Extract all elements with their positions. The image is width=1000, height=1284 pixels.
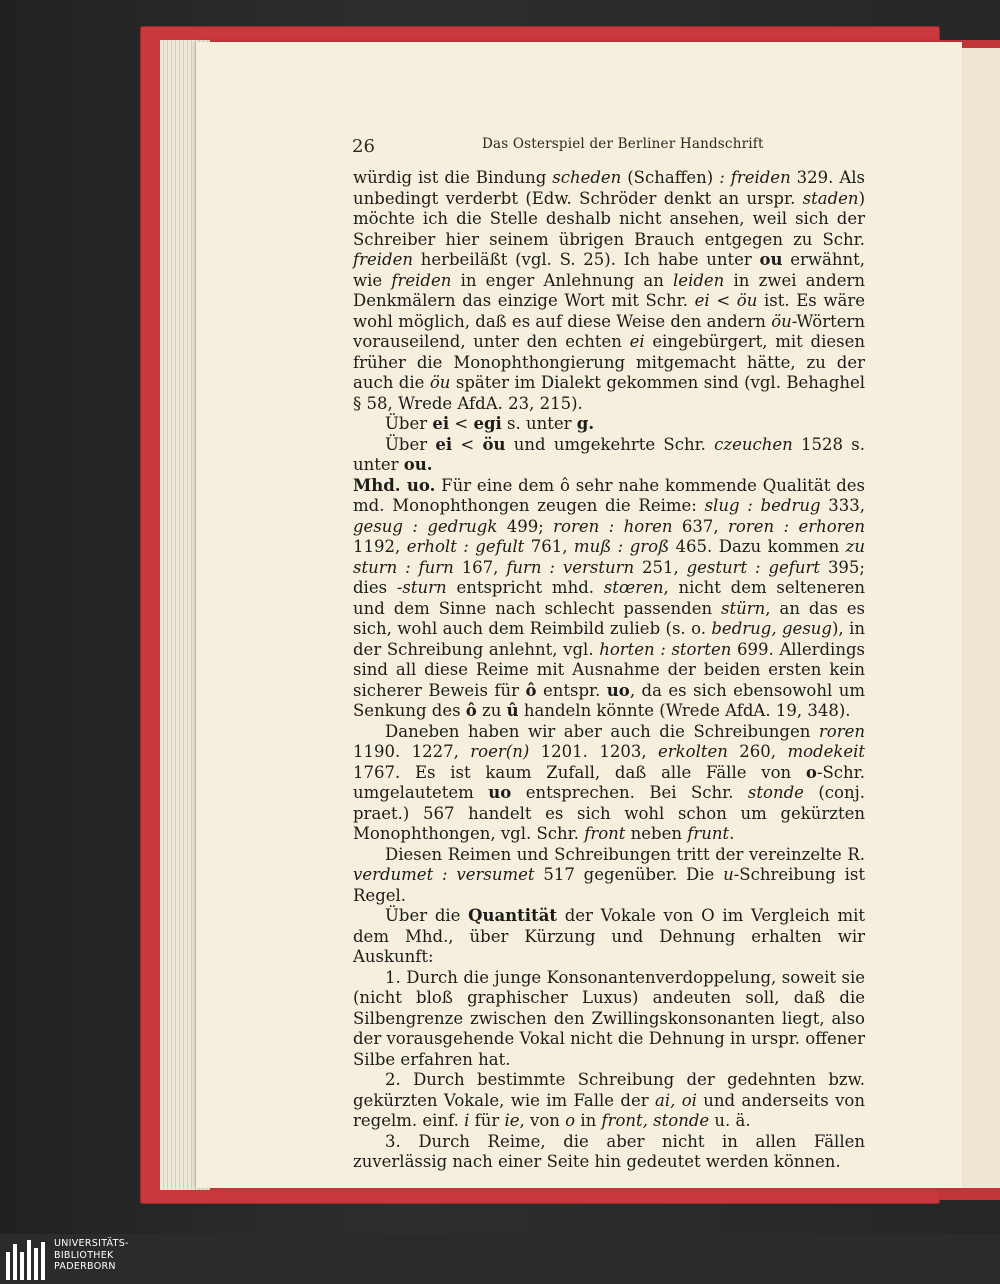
page-number: 26 — [352, 136, 375, 157]
library-name — [54, 1238, 129, 1273]
facing-page-edge — [962, 48, 1000, 1188]
page-body-text — [353, 168, 865, 1173]
paragraph: 2. Durch bestimmte Schreibung der gedehnten bzw. gekürzten Vokale, wie im Falle der ai, oi und anderseits von regelm. einf. i für ie, von o in front, stonde u. ä. — [353, 1070, 865, 1130]
library-footer-bar — [0, 1234, 1000, 1284]
paragraph: Über ei < öu und umgekehrte Schr. czeuchen 1528 s. unter ou. — [353, 434, 865, 474]
paragraph: Über die Quantität der Vokale von O im Vergleich mit dem Mhd., über Kürzung und Dehnung erhalten wir Auskunft: — [353, 906, 865, 966]
paragraph: Diesen Reimen und Schreibungen tritt der vereinzelte R. verdumet : versumet 517 gegenüber. Die u-Schreibung ist Regel. — [353, 844, 865, 905]
library-logo-icon — [6, 1240, 50, 1280]
library-name-line-3: PADERBORN — [54, 1261, 116, 1272]
paragraph: 1. Durch die junge Konsonantenverdoppelung, soweit sie (nicht bloß graphischer Luxus) andeuten soll, daß die Silbengrenze zwischen den Zwillingskonsonanten liegt, also der vorausgehende Vokal nicht die Dehnung in urspr. offener Silbe erfahren hat. — [353, 967, 865, 1069]
library-name-line-2: BIBLIOTHEK — [54, 1249, 114, 1261]
paragraph: Mhd. uo. Für eine dem ô sehr nahe kommende Qualität des md. Monophthongen zeugen die Reime: slug : bedrug 333, gesug : gedrugk 499; roren : horen 637, roren : erhoren 1192, erholt : gefult 761, muß : groß 465. Dazu kommen zu sturn : furn 167, furn : versturn 251, gesturt : gefurt 395; dies -sturn entspricht mhd. stœren, nicht dem selteneren und dem Sinne nach schlecht passenden stürn, an das es sich, wohl auch dem Reimbild zulieb (s. o. bedrug, gesug), in der Schreibung anlehnt, vgl. horten : storten 699. Allerdings sind all diese Reime mit Ausnahme der beiden ersten kein sicherer Beweis für ô entspr. uo, da es sich ebensowohl um Senkung des ô zu û handeln könnte (Wrede AfdA. 19, 348). — [353, 475, 865, 720]
paragraph: 3. Durch Reime, die aber nicht in allen Fällen zuverlässig nach einer Seite hin gedeutet werden können. — [353, 1131, 865, 1171]
paragraph: Über ei < egi s. unter g. — [385, 414, 595, 433]
paragraph: würdig ist die Bindung scheden (Schaffen) : freiden 329. Als unbedingt verderbt (Edw. Schröder denkt an urspr. staden) möchte ich die Stelle deshalb nicht ansehen, weil sich der Schreiber hier seinem übrigen Brauch entgegen zu Schr. freiden herbeiläßt (vgl. S. 25). Ich habe unter ou erwähnt, wie freiden in enger Anlehnung an leiden in zwei andern Denkmälern das einzige Wort mit Schr. ei < öu ist. Es wäre wohl möglich, daß es auf diese Weise den andern öu-Wörtern vorauseilend, unter den echten ei eingebürgert, mit diesen früher die Monophthongierung mitgemacht hätte, zu der auch die öu später im Dialekt gekommen sind (vgl. Behaghel § 58, Wrede AfdA. 23, 215). — [353, 168, 866, 413]
page-header — [352, 132, 864, 158]
paragraph: Daneben haben wir aber auch die Schreibungen roren 1190. 1227, roer(n) 1201. 1203, erkolten 260, modekeit 1767. Es ist kaum Zufall, daß alle Fälle von o-Schr. umgelautetem uo entsprechen. Bei Schr. stonde (conj. praet.) 567 handelt es sich wohl schon um gekürzten Monophthongen, vgl. Schr. front neben frunt. — [353, 721, 866, 843]
library-name-line-1: UNIVERSITÄTS- — [54, 1238, 129, 1249]
running-title: Das Osterspiel der Berliner Handschrift — [482, 136, 764, 152]
